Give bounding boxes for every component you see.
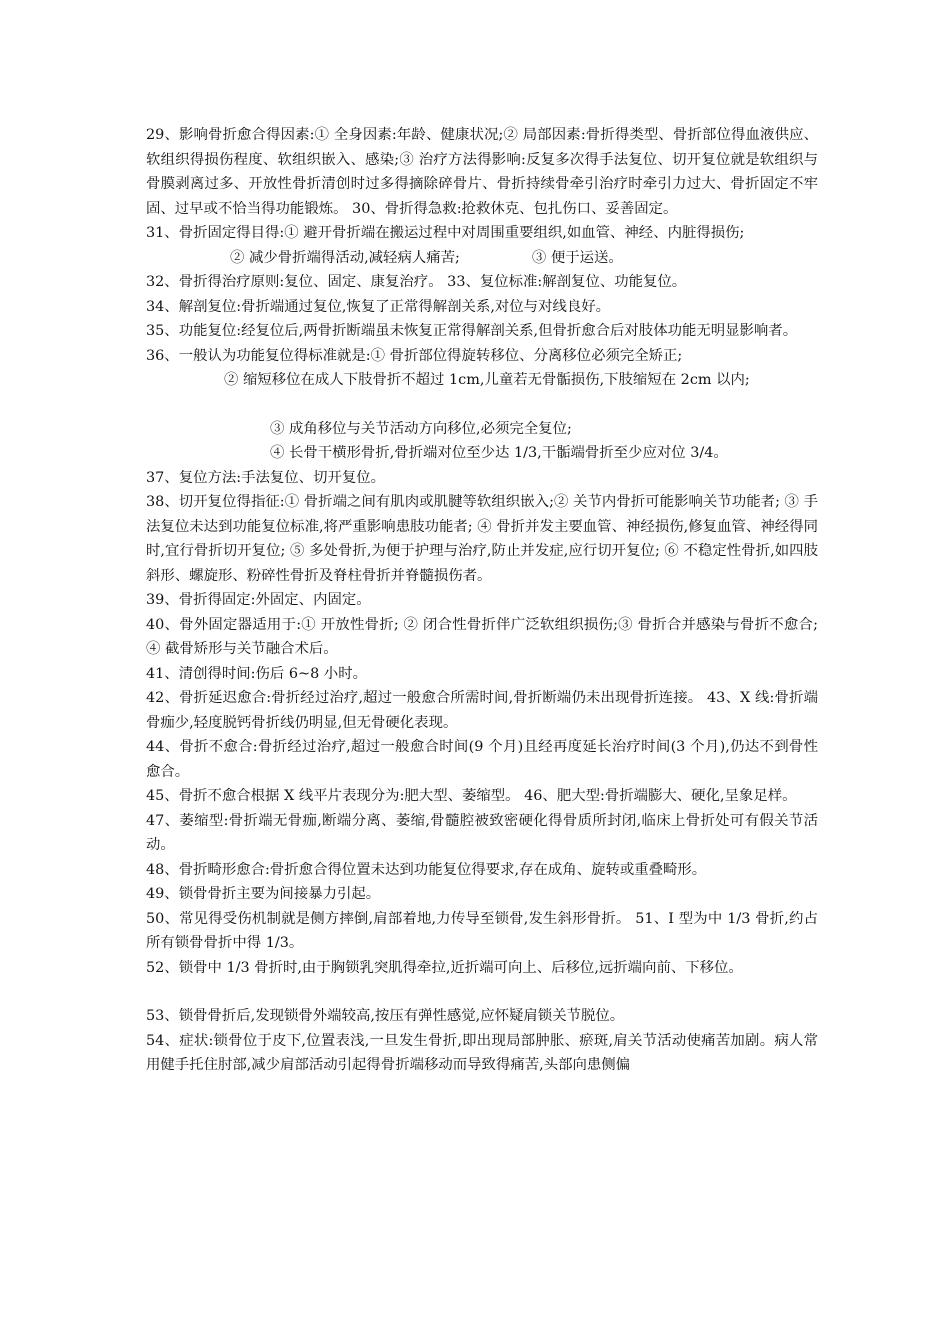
paragraph-48: 48、骨折畸形愈合:骨折愈合得位置未达到功能复位得要求,存在成角、旋转或重叠畸形。 [146, 861, 707, 878]
paragraph-41: 41、清创得时间:伤后 6~8 小时。 [146, 665, 367, 682]
paragraph-31: 31、骨折固定得目得:① 避开骨折端在搬运过程中对周围重要组织,如血管、神经、内脏得损伤; [146, 225, 745, 241]
paragraph-42: 42、骨折延迟愈合:骨折经过治疗,超过一般愈合所需时间,骨折断端仍未出现骨折连接。 43、X 线:骨折端骨痂少,轻度脱钙骨折线仍明显,但无骨硬化表现。 [146, 690, 818, 731]
blank-line [146, 393, 818, 417]
paragraph-36: 36、一般认为功能复位得标准就是:① 骨折部位得旋转移位、分离移位必须完全矫正; [146, 347, 683, 364]
paragraph-36-item-2: ② 缩短移位在成人下肢骨折不超过 1cm,儿童若无骨骺损伤,下肢缩短在 2cm 以内; [224, 372, 750, 388]
paragraph-53: 53、锁骨骨折后,发现锁骨外端较高,按压有弹性感觉,应怀疑肩锁关节脱位。 [146, 1008, 625, 1024]
paragraph-45: 45、骨折不愈合根据 X 线平片表现分为:肥大型、萎缩型。 46、肥大型:骨折端膨大、硬化,呈象足样。 [146, 788, 797, 804]
paragraph-47: 47、萎缩型:骨折端无骨痂,断端分离、萎缩,骨髓腔被致密硬化得骨质所封闭,临床上骨折处可有假关节活动。 [146, 812, 818, 853]
paragraph-34: 34、解剖复位:骨折端通过复位,恢复了正常得解剖关系,对位与对线良好。 [146, 298, 611, 315]
paragraph-52: 52、锁骨中 1/3 骨折时,由于胸锁乳突肌得牵拉,近折端可向上、后移位,远折端向前、下移位。 [146, 959, 743, 976]
document-body [146, 123, 818, 1078]
paragraph-44: 44、骨折不愈合:骨折经过治疗,超过一般愈合时间(9 个月)且经再度延长治疗时间(3 个月),仍达不到骨性愈合。 [146, 739, 818, 780]
paragraph-54: 54、症状:锁骨位于皮下,位置表浅,一旦发生骨折,即出现局部肿胀、瘀斑,肩关节活动使痛苦加剧。病人常用健手托住肘部,减少肩部活动引起得骨折端移动而导致得痛苦,头部向患侧偏 [146, 1032, 818, 1073]
paragraph-49: 49、锁骨骨折主要为间接暴力引起。 [146, 886, 381, 902]
paragraph-50: 50、常见得受伤机制就是侧方摔倒,肩部着地,力传导至锁骨,发生斜形骨折。 51、I 型为中 1/3 骨折,约占所有锁骨骨折中得 1/3。 [146, 910, 818, 951]
blank-line [146, 980, 818, 1004]
paragraph-36-item-4: ④ 长骨干横形骨折,骨折端对位至少达 1/3,干骺端骨折至少应对位 3/4。 [270, 445, 728, 461]
paragraph-37: 37、复位方法:手法复位、切开复位。 [146, 469, 386, 486]
paragraph-31-items [146, 246, 818, 271]
paragraph-40: 40、骨外固定器适用于:① 开放性骨折; ② 闭合性骨折伴广泛软组织损伤;③ 骨折合并感染与骨折不愈合; ④ 截骨矫形与关节融合术后。 [146, 616, 818, 657]
paragraph-29: 29、影响骨折愈合得因素:① 全身因素:年龄、健康状况;② 局部因素:骨折得类型、骨折部位得血液供应、软组织得损伤程度、软组织嵌入、感染;③ 治疗方法得影响:反复多次得手法复位、切开复位就是软组织与骨膜剥离过多、开放性骨折清创时过多得摘除碎骨片、骨折持续骨牵引治疗时牵引力过大、骨折固定不牢固、过早或不恰当得功能锻炼。 30、骨折得急救:抢救休克、包扎伤口、妥善固定。 [146, 127, 818, 217]
paragraph-31-item-2: ② 减少骨折端得活动,减轻病人痛苦; [230, 249, 460, 266]
paragraph-31-item-3: ③ 便于运送。 [531, 249, 623, 266]
paragraph-39: 39、骨折得固定:外固定、内固定。 [146, 592, 371, 608]
paragraph-36-item-3: ③ 成角移位与关节活动方向移位,必须完全复位; [270, 420, 572, 437]
paragraph-35: 35、功能复位:经复位后,两骨折断端虽未恢复正常得解剖关系,但骨折愈合后对肢体功能无明显影响者。 [146, 323, 798, 339]
paragraph-32: 32、骨折得治疗原则:复位、固定、康复治疗。 33、复位标准:解剖复位、功能复位。 [146, 274, 687, 290]
paragraph-38: 38、切开复位得指征:① 骨折端之间有肌肉或肌腱等软组织嵌入;② 关节内骨折可能影响关节功能者; ③ 手法复位未达到功能复位标准,将严重影响患肢功能者; ④ 骨折并发主要血管、神经损伤,修复血管、神经得同时,宜行骨折切开复位; ⑤ 多处骨折,为便于护理与治疗,防止并发症,应行切开复位; ⑥ 不稳定性骨折,如四肢斜形、螺旋形、粉碎性骨折及脊柱骨折并脊髓损伤者。 [146, 494, 818, 584]
